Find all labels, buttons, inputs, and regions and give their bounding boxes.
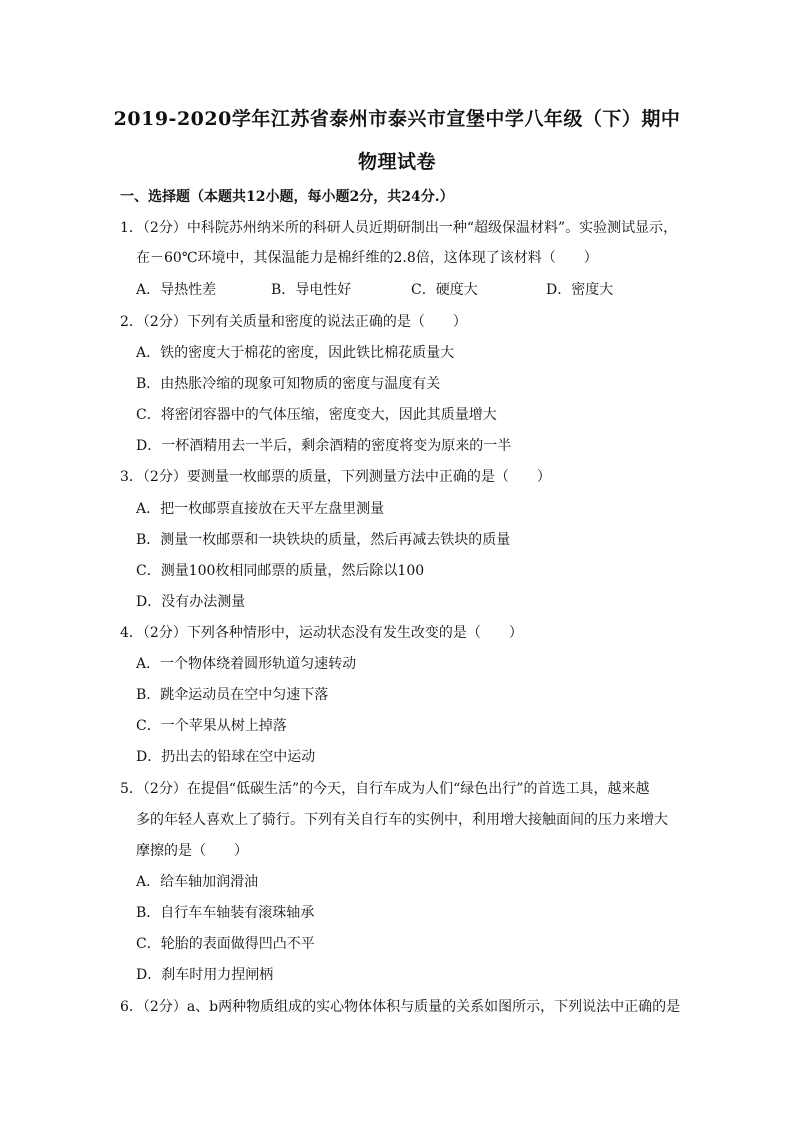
q2-stem-line1: 2．（2分）下列有关质量和密度的说法正确的是（ ） bbox=[120, 314, 467, 330]
q4-option-d: D．扔出去的铅球在空中运动 bbox=[136, 749, 316, 765]
exam-title-line1: 2019-2020学年江苏省泰州市泰兴市宣堡中学八年级（下）期中 bbox=[113, 108, 681, 130]
q1-stem-line1: 1．（2分）中科院苏州纳米所的科研人员近期研制出一种“超级保温材料”。实验测试显示， bbox=[120, 220, 678, 236]
q2-option-a: A．铁的密度大于棉花的密度，因此铁比棉花质量大 bbox=[136, 345, 455, 361]
q4-option-c: C．一个苹果从树上掉落 bbox=[136, 718, 287, 734]
q5-option-b: B．自行车车轴装有滚珠轴承 bbox=[136, 905, 315, 921]
q3-stem-line1: 3．（2分）要测量一枚邮票的质量，下列测量方法中正确的是（ ） bbox=[120, 469, 551, 485]
q3-option-a: A．把一枚邮票直接放在天平左盘里测量 bbox=[136, 501, 385, 517]
q1-option-c: C．硬度大 bbox=[411, 282, 478, 298]
q3-option-c: C．测量100枚相同邮票的质量，然后除以100 bbox=[136, 563, 425, 579]
q4-stem-line1: 4．（2分）下列各种情形中，运动状态没有发生改变的是（ ） bbox=[120, 625, 523, 641]
q5-option-d: D．刹车时用力捏闸柄 bbox=[136, 967, 274, 983]
exam-title-line2: 物理试卷 bbox=[357, 151, 436, 173]
section-heading-choice: 一、选择题（本题共12小题，每小题2分，共24分.） bbox=[120, 189, 454, 205]
q5-stem-line3: 摩擦的是（ ） bbox=[136, 843, 248, 859]
q1-stem-line2: 在－60℃环境中，其保温能力是棉纤维的2.8倍，这体现了该材料（ ） bbox=[136, 250, 598, 266]
q1-option-d: D．密度大 bbox=[546, 282, 614, 298]
q1-option-a: A．导热性差 bbox=[136, 282, 217, 298]
q4-option-a: A．一个物体绕着圆形轨道匀速转动 bbox=[136, 656, 357, 672]
q2-option-c: C．将密闭容器中的气体压缩，密度变大，因此其质量增大 bbox=[136, 407, 497, 423]
q5-option-a: A．给车轴加润滑油 bbox=[136, 874, 259, 890]
q2-option-d: D．一杯酒精用去一半后，剩余酒精的密度将变为原来的一半 bbox=[136, 438, 512, 454]
q2-option-b: B．由热胀冷缩的现象可知物质的密度与温度有关 bbox=[136, 376, 441, 392]
q5-stem-line2: 多的年轻人喜欢上了骑行。下列有关自行车的实例中，利用增大接触面间的压力来增大 bbox=[136, 812, 668, 828]
q4-option-b: B．跳伞运动员在空中匀速下落 bbox=[136, 687, 329, 703]
q1-option-b: B．导电性好 bbox=[271, 282, 352, 298]
q3-option-b: B．测量一枚邮票和一块铁块的质量，然后再减去铁块的质量 bbox=[136, 532, 511, 548]
q6-stem-line1: 6．（2分）a、b两种物质组成的实心物体体积与质量的关系如图所示，下列说法中正确的是 bbox=[120, 999, 681, 1015]
q5-stem-line1: 5．（2分）在提倡“低碳生活”的今天，自行车成为人们“绿色出行”的首选工具，越来越 bbox=[120, 781, 650, 797]
q5-option-c: C．轮胎的表面做得凹凸不平 bbox=[136, 936, 315, 952]
q3-option-d: D．没有办法测量 bbox=[136, 594, 246, 610]
